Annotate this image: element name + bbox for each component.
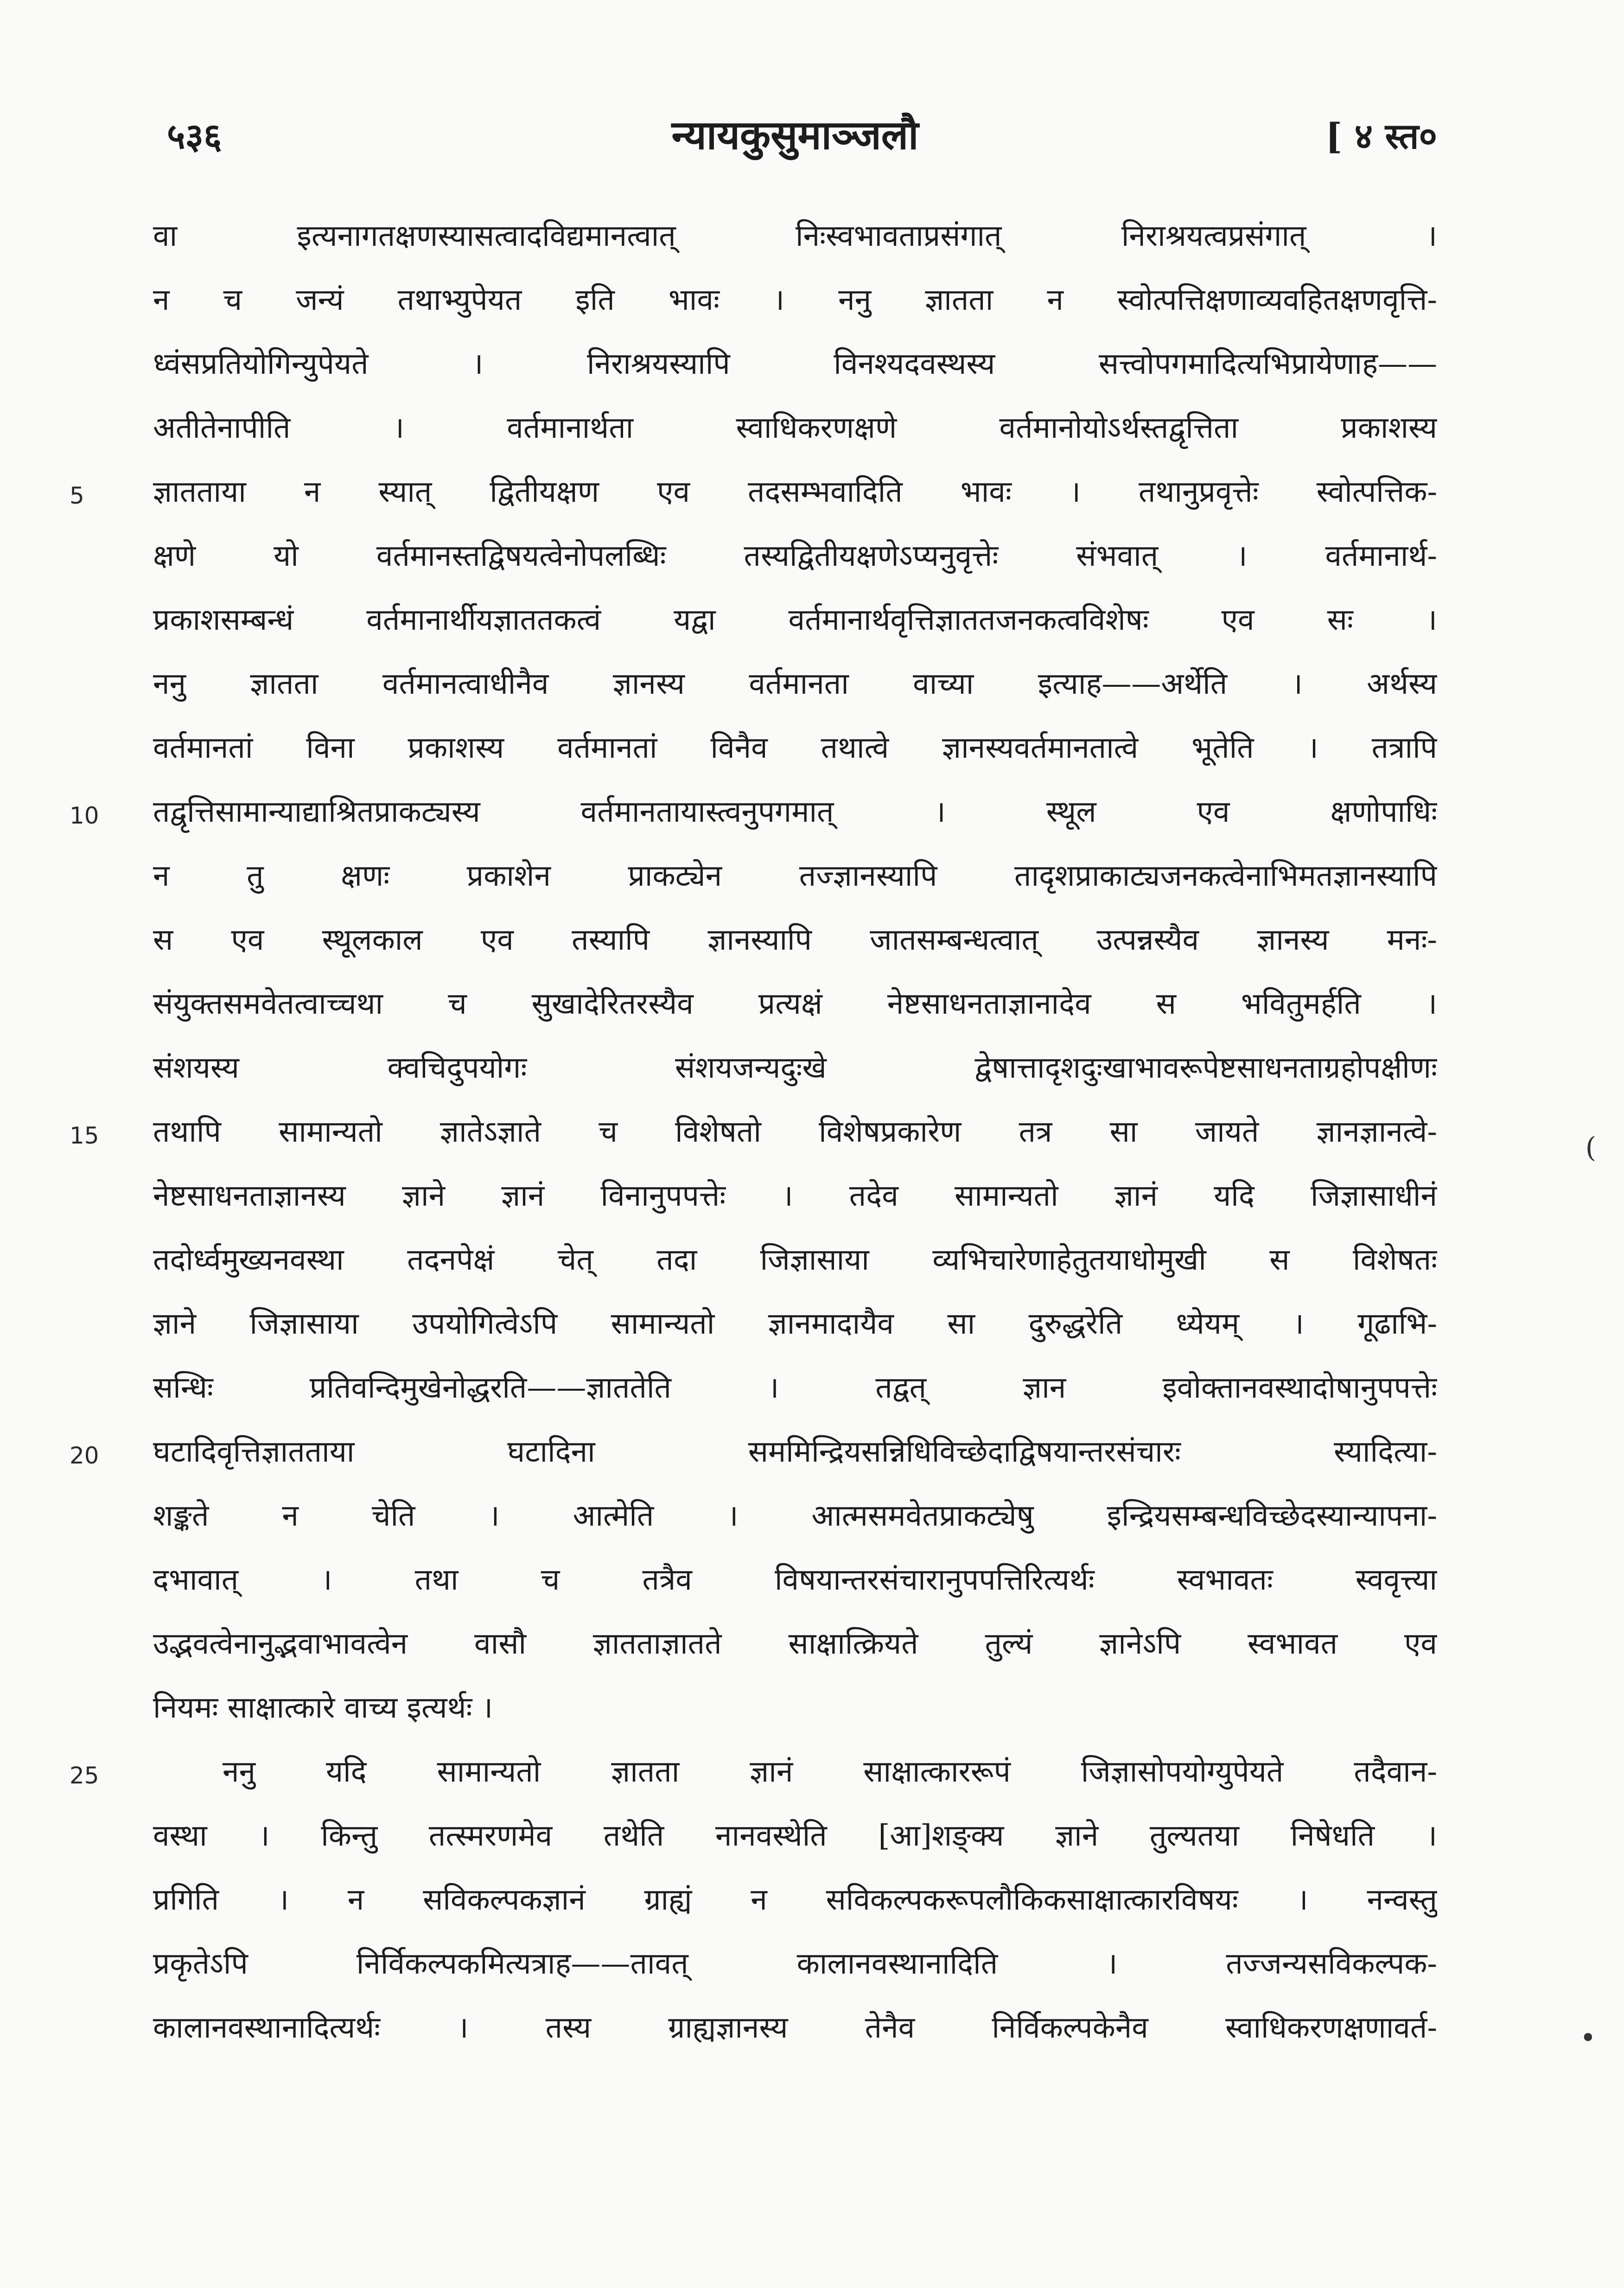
page-number: ५३६ xyxy=(167,115,222,157)
text-line: प्रकाशसम्बन्धं वर्तमानार्थीयज्ञाततकत्वं यद्वा वर्तमानार्थवृत्तिज्ञाततजनकत्वविशेषः एव सः । xyxy=(153,603,1437,637)
text-line: शङ्कते न चेति । आत्मेति । आत्मसमवेतप्राकट्येषु इन्द्रियसम्बन्धविच्छेदस्यान्यापना- xyxy=(153,1499,1437,1533)
line-number-15: 15 xyxy=(70,1122,99,1149)
line-number-25: 25 xyxy=(70,1762,99,1789)
text-line: नियमः साक्षात्कारे वाच्य इत्यर्थः । xyxy=(153,1691,493,1725)
text-line: न च जन्यं तथाभ्युपेयत इति भावः । ननु ज्ञातता न स्वोत्पत्तिक्षणाव्यवहितक्षणवृत्ति- xyxy=(153,283,1437,317)
text-line: तद्वृत्तिसामान्याद्याश्रितप्राकट्यस्य वर्तमानतायास्त्वनुपगमात् । स्थूल एव क्षणोपाधिः xyxy=(153,795,1437,829)
text-line: प्रगिति । न सविकल्पकज्ञानं ग्राह्यं न सविकल्पकरूपलौकिकसाक्षात्कारविषयः । नन्वस्तु xyxy=(153,1883,1437,1917)
text-line: उद्भवत्वेनानुद्भवाभावत्वेन वासौ ज्ञातताज्ञातते साक्षात्क्रियते तुल्यं ज्ञानेऽपि स्वभावत एव xyxy=(153,1627,1437,1661)
page-header xyxy=(153,107,1437,162)
text-line: न तु क्षणः प्रकाशेन प्राकट्येन तज्ज्ञानस्यापि तादृशप्राकाट्यजनकत्वेनाभिमतज्ञानस्यापि xyxy=(153,859,1437,893)
text-line: वा इत्यनागतक्षणस्यासत्वादविद्यमानत्वात् निःस्वभावताप्रसंगात् निराश्रयत्वप्रसंगात् । xyxy=(153,219,1437,253)
text-line: तथापि सामान्यतो ज्ञातेऽज्ञाते च विशेषतो विशेषप्रकारेण तत्र सा जायते ज्ञानज्ञानत्वे- xyxy=(153,1115,1437,1149)
text-line: ननु यदि सामान्यतो ज्ञातता ज्ञानं साक्षात्काररूपं जिज्ञासोपयोग्युपेयते तदैवान- xyxy=(223,1755,1437,1789)
text-line: क्षणे यो वर्तमानस्तद्विषयत्वेनोपलब्धिः तस्यद्वितीयक्षणेऽप्यनुवृत्तेः संभवात् । वर्तमानार्थ- xyxy=(153,539,1437,573)
line-number-20: 20 xyxy=(70,1442,99,1469)
text-line: ननु ज्ञातता वर्तमानत्वाधीनैव ज्ञानस्य वर्तमानता वाच्या इत्याह——अर्थेति । अर्थस्य xyxy=(153,667,1437,701)
text-line: ज्ञातताया न स्यात् द्वितीयक्षण एव तदसम्भवादिति भावः । तथानुप्रवृत्तेः स्वोत्पत्तिक- xyxy=(153,475,1437,509)
line-number-5: 5 xyxy=(70,482,84,509)
text-line: संयुक्तसमवेतत्वाच्चथा च सुखादेरितरस्यैव प्रत्यक्षं नेष्टसाधनताज्ञानादेव स भवितुमर्हति । xyxy=(153,987,1437,1021)
text-line: वर्तमानतां विना प्रकाशस्य वर्तमानतां विनैव तथात्वे ज्ञानस्यवर्तमानतात्वे भूतेति । तत्रापि xyxy=(153,731,1437,765)
margin-mark: • xyxy=(1579,2022,1596,2054)
margin-mark: ( xyxy=(1585,1131,1596,1164)
text-line: संशयस्य क्वचिदुपयोगः संशयजन्यदुःखे द्वेषात्तादृशदुःखाभावरूपेष्टसाधनताग्रहोपक्षीणः xyxy=(153,1051,1437,1085)
text-line: कालानवस्थानादित्यर्थः । तस्य ग्राह्यज्ञानस्य तेनैव निर्विकल्पकेनैव स्वाधिकरणक्षणावर्त- xyxy=(153,2011,1437,2045)
text-line: दभावात् । तथा च तत्रैव विषयान्तरसंचारानुपपत्तिरित्यर्थः स्वभावतः स्ववृत्त्या xyxy=(153,1563,1437,1597)
text-line: नेष्टसाधनताज्ञानस्य ज्ञाने ज्ञानं विनानुपपत्तेः । तदेव सामान्यतो ज्ञानं यदि जिज्ञासाधीनं xyxy=(153,1179,1437,1213)
text-line: स एव स्थूलकाल एव तस्यापि ज्ञानस्यापि जातसम्बन्धत्वात् उत्पन्नस्यैव ज्ञानस्य मनः- xyxy=(153,923,1437,957)
page-title: न्यायकुसुमाञ्जलौ xyxy=(671,112,919,159)
text-line: प्रकृतेऽपि निर्विकल्पकमित्यत्राह——तावत् कालानवस्थानादिति । तज्जन्यसविकल्पक- xyxy=(153,1947,1437,1981)
body-text xyxy=(153,204,1437,2060)
text-line: वस्था । किन्तु तत्स्मरणमेव तथेति नानवस्थेति [आ]शङ्क्य ज्ञाने तुल्यतया निषेधति । xyxy=(153,1819,1437,1853)
text-line: ज्ञाने जिज्ञासाया उपयोगित्वेऽपि सामान्यतो ज्ञानमादायैव सा दुरुद्धरेति ध्येयम् । गूढाभि- xyxy=(153,1307,1437,1341)
section-label: [ ४ स्त० xyxy=(1325,115,1437,157)
text-line: तदोर्ध्वमुख्यनवस्था तदनपेक्षं चेत् तदा जिज्ञासाया व्यभिचारेणाहेतुतयाधोमुखी स विशेषतः xyxy=(153,1243,1437,1277)
text-line: घटादिवृत्तिज्ञातताया घटादिना सममिन्द्रियसन्निधिविच्छेदाद्विषयान्तरसंचारः स्यादित्या- xyxy=(153,1435,1437,1469)
text-line: सन्धिः प्रतिवन्दिमुखेनोद्धरति——ज्ञाततेति । तद्वत् ज्ञान इवोक्तानवस्थादोषानुपपत्तेः xyxy=(153,1371,1437,1405)
text-line: अतीतेनापीति । वर्तमानार्थता स्वाधिकरणक्षणे वर्तमानोयोऽर्थस्तद्वृत्तिता प्रकाशस्य xyxy=(153,411,1437,445)
line-number-10: 10 xyxy=(70,802,99,829)
text-line: ध्वंसप्रतियोगिन्युपेयते । निराश्रयस्यापि विनश्यदवस्थस्य सत्त्वोपगमादित्यभिप्रायेणाह—— xyxy=(153,347,1437,381)
